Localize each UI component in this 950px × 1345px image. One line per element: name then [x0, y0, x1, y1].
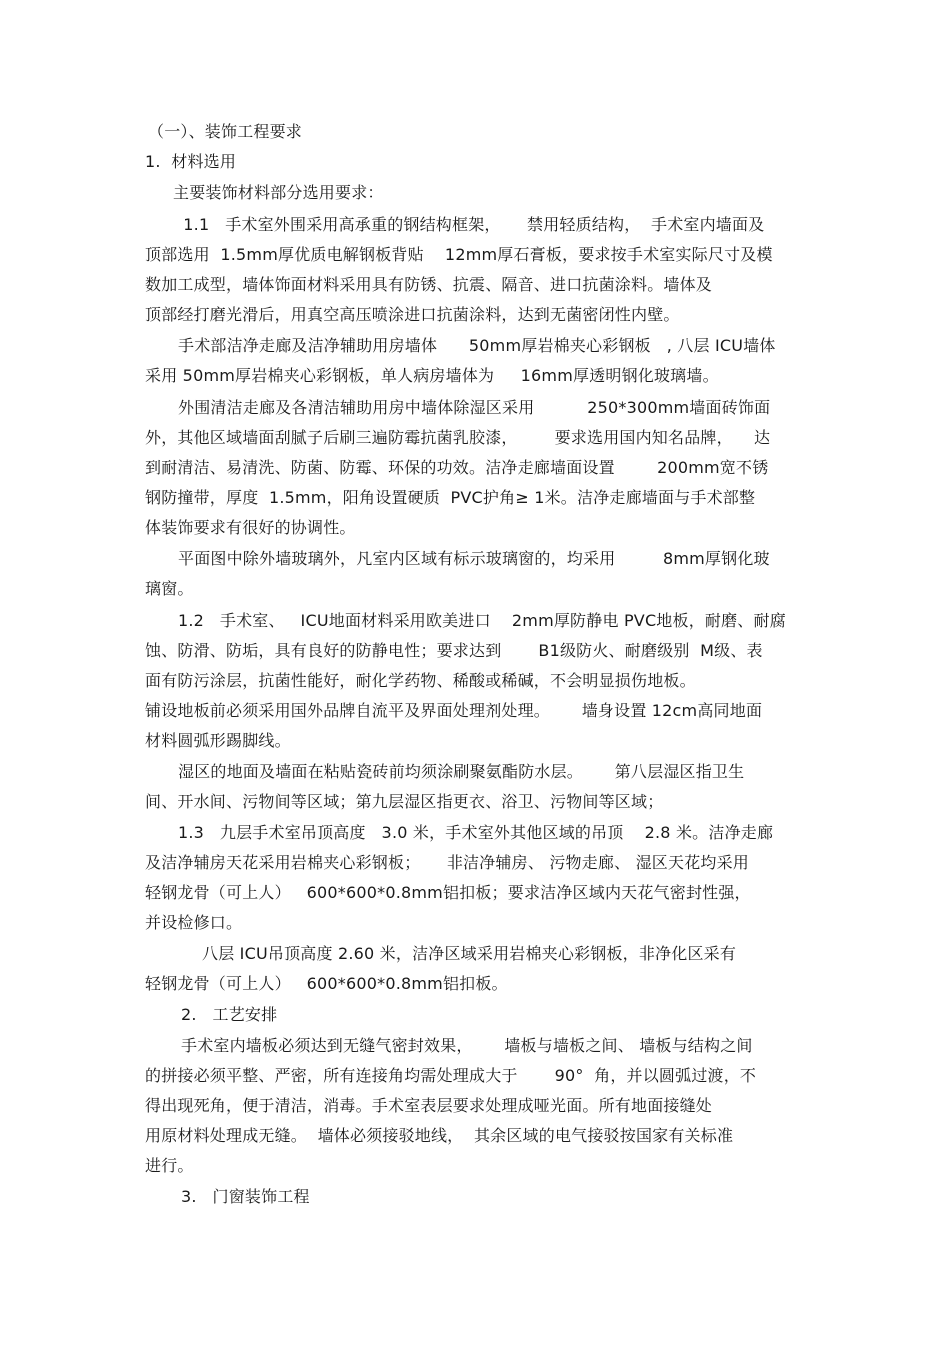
paragraph-line: 并设检修口。 — [145, 913, 243, 932]
paragraph-line: 铺设地板前必须采用国外品牌自流平及界面处理剂处理。 墙身设置 12cm高同地面 — [145, 701, 763, 720]
paragraph-line: 用原材料处理成无缝。 墙体必须接驳地线， 其余区域的电气接驳按国家有关标准 — [145, 1126, 734, 1145]
paragraph-line: 1.3 九层手术室吊顶高度 3.0 米，手术室外其他区域的吊顶 2.8 米。洁净走廊 — [178, 823, 774, 842]
paragraph-line: 及洁净辅房天花采用岩棉夹心彩钢板； 非洁净辅房、 污物走廊、 湿区天花均采用 — [145, 853, 750, 872]
paragraph-line: 采用 50mm厚岩棉夹心彩钢板，单人病房墙体为 16mm厚透明钢化玻璃墙。 — [145, 366, 719, 385]
paragraph-line: 平面图中除外墙玻璃外，凡室内区域有标示玻璃窗的，均采用 8mm厚钢化玻 — [178, 549, 770, 568]
section-heading: （一）、装饰工程要求 — [148, 122, 303, 141]
paragraph-line: 钢防撞带，厚度 1.5mm，阳角设置硬质 PVC护角≥ 1米。洁净走廊墙面与手术部整 — [145, 488, 756, 507]
subsection-heading: 2. 工艺安排 — [181, 1005, 278, 1024]
paragraph-line: 体装饰要求有很好的协调性。 — [145, 518, 356, 537]
paragraph-line: 得出现死角，便于清洁，消毒。手术室表层要求处理成哑光面。所有地面接缝处 — [145, 1096, 713, 1115]
paragraph-line: 手术室内墙板必须达到无缝气密封效果， 墙板与墙板之间、 墙板与结构之间 — [181, 1036, 753, 1055]
paragraph-line: 外，其他区域墙面刮腻子后刷三遍防霉抗菌乳胶漆， 要求选用国内知名品牌， 达 — [145, 428, 771, 447]
paragraph-line: 顶部选用 1.5mm厚优质电解钢板背贴 12mm厚石膏板，要求按手术室实际尺寸及模 — [145, 245, 773, 264]
paragraph-line: 轻钢龙骨（可上人） 600*600*0.8mm铝扣板。 — [145, 974, 508, 993]
subsection-heading: 3. 门窗装饰工程 — [181, 1187, 310, 1206]
paragraph-line: 顶部经打磨光滑后，用真空高压喷涂进口抗菌涂料，达到无菌密闭性内壁。 — [145, 305, 680, 324]
paragraph-line: 外围清洁走廊及各清洁辅助用房中墙体除湿区采用 250*300mm墙面砖饰面 — [178, 398, 771, 417]
paragraph-line: 材料圆弧形踢脚线。 — [145, 731, 291, 750]
paragraph-line: 进行。 — [145, 1156, 194, 1175]
paragraph-line: 到耐清洁、易清洗、防菌、防霉、环保的功效。洁净走廊墙面设置 200mm宽不锈 — [145, 458, 769, 477]
paragraph-line: 蚀、防滑、防垢，具有良好的防静电性；要求达到 B1级防火、耐磨级别 M级、表 — [145, 641, 763, 660]
paragraph-line: 璃窗。 — [145, 579, 194, 598]
paragraph-line: 八层 ICU吊顶高度 2.60 米，洁净区域采用岩棉夹心彩钢板，非净化区采有 — [202, 944, 737, 963]
paragraph-line: 1.2 手术室、 ICU地面材料采用欧美进口 2mm厚防静电 PVC地板，耐磨、耐腐 — [178, 611, 786, 630]
paragraph-line: 手术部洁净走廊及洁净辅助用房墙体 50mm厚岩棉夹心彩钢板 , 八层 ICU墙体 — [178, 336, 776, 355]
paragraph-line: 湿区的地面及墙面在粘贴瓷砖前均须涂刷聚氨酯防水层。 第八层湿区指卫生 — [178, 762, 745, 781]
paragraph-line: 面有防污涂层，抗菌性能好，耐化学药物、稀酸或稀碱，不会明显损伤地板。 — [145, 671, 696, 690]
paragraph-line: 1.1 手术室外围采用高承重的钢结构框架， 禁用轻质结构， 手术室内墙面及 — [178, 215, 765, 234]
paragraph-line: 轻钢龙骨（可上人） 600*600*0.8mm铝扣板；要求洁净区域内天花气密封性强， — [145, 883, 751, 902]
paragraph-line: 数加工成型，墙体饰面材料采用具有防锈、抗震、隔音、进口抗菌涂料。墙体及 — [145, 275, 713, 294]
paragraph-line: 的拼接必须平整、严密，所有连接角均需处理成大于 90° 角，并以圆弧过渡，不 — [145, 1066, 757, 1085]
paragraph-line: 主要装饰材料部分选用要求： — [173, 183, 384, 202]
subsection-heading: 1. 材料选用 — [145, 152, 237, 171]
paragraph-line: 间、开水间、污物间等区域；第九层湿区指更衣、浴卫、污物间等区域； — [145, 792, 664, 811]
